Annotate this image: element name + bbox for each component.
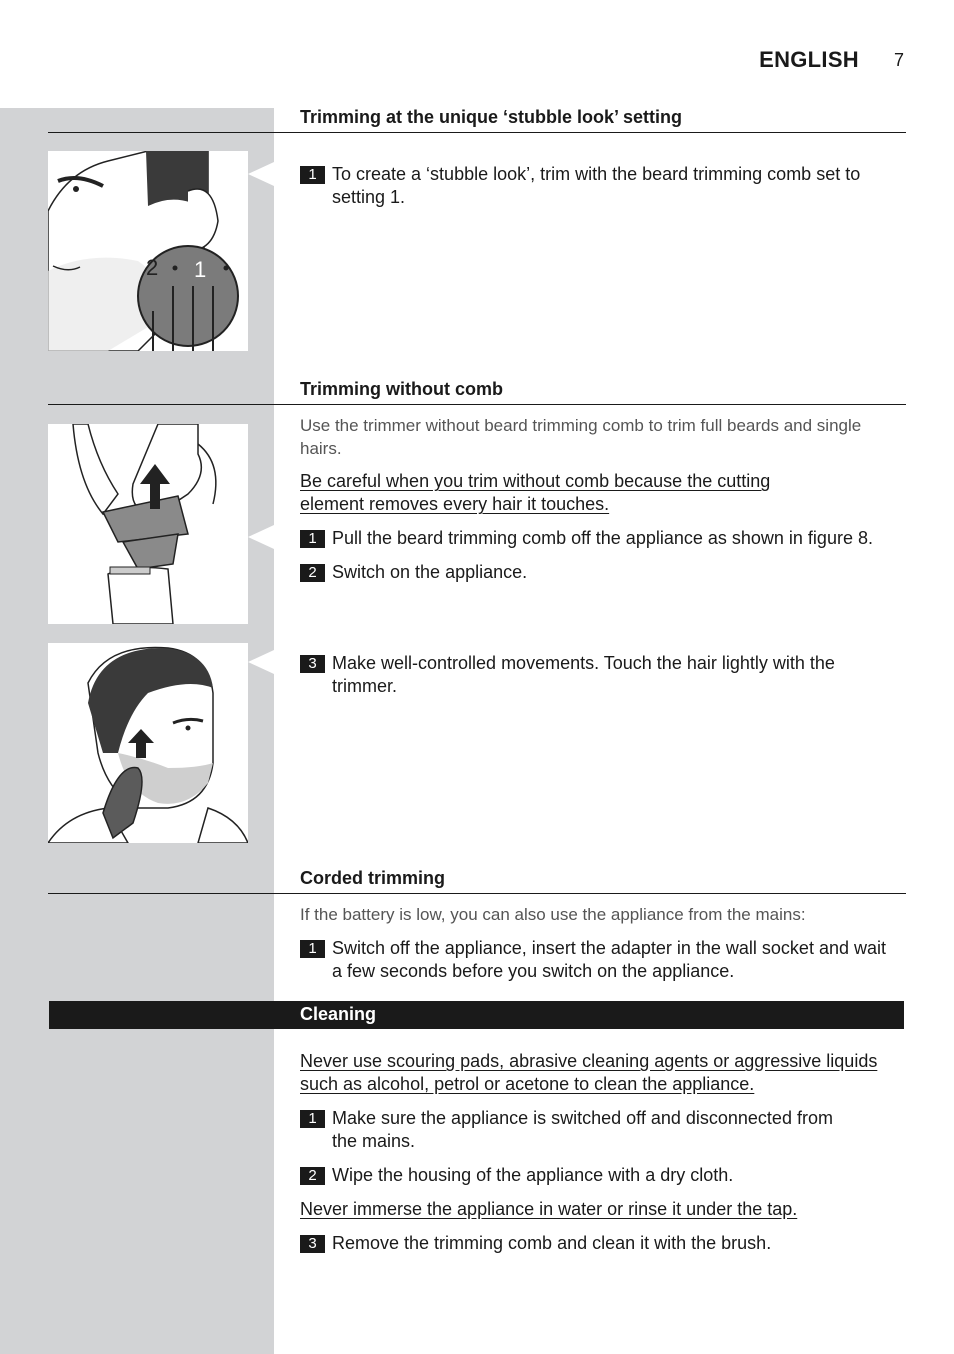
step-cleaning-3 [300, 1232, 900, 1255]
section-rule [48, 132, 906, 133]
warning-cleaning-2: Never immerse the appliance in water or rinse it under the tap. [300, 1199, 798, 1219]
intro-corded: If the battery is low, you can also use the appliance from the mains: [300, 905, 806, 924]
section-rule [48, 893, 906, 894]
step-number-badge: 1 [300, 166, 325, 184]
page-number: 7 [894, 50, 905, 70]
step-number-badge: 1 [300, 530, 325, 548]
step-number-badge: 1 [300, 1110, 325, 1128]
intro-without-comb: Use the trimmer without beard trimming comb to trim full beards and single hairs. [300, 416, 862, 458]
figure-pointer [248, 525, 274, 549]
section-title-without-comb: Trimming without comb [300, 379, 503, 399]
figure-remove-comb [48, 424, 248, 624]
step-text: Wipe the housing of the appliance with a dry cloth. [332, 1165, 734, 1185]
step-text: Pull the beard trimming comb off the appliance as shown in figure 8. [332, 528, 873, 548]
step-number-badge: 2 [300, 1167, 325, 1185]
section-rule [48, 404, 906, 405]
step-without-comb-1 [300, 527, 900, 550]
step-without-comb-2 [300, 561, 900, 584]
step-number-badge: 3 [300, 1235, 325, 1253]
figure-pointer [248, 650, 274, 674]
step-cleaning-1 [300, 1107, 860, 1153]
step-text: Remove the trimming comb and clean it with the brush. [332, 1233, 772, 1253]
step-text: Switch on the appliance. [332, 562, 528, 582]
figure-stubble-setting [48, 151, 248, 351]
step-text: Make well-controlled movements. Touch the hair lightly with the trimmer. [332, 653, 835, 696]
section-title-stubble: Trimming at the unique ‘stubble look’ setting [300, 107, 683, 127]
warning-without-comb: Be careful when you trim without comb because the cutting element removes every hair it touches. [300, 471, 771, 514]
setting-label-2: 2 [146, 255, 159, 280]
section-bar-cleaning [49, 1001, 904, 1029]
setting-label-1: 1 [194, 257, 207, 282]
step-stubble-1 [300, 163, 900, 209]
step-corded-1 [300, 937, 900, 983]
figure-pointer [248, 162, 274, 186]
step-number-badge: 2 [300, 564, 325, 582]
step-text: To create a ‘stubble look’, trim with the beard trimming comb set to setting 1. [332, 164, 861, 207]
step-number-badge: 3 [300, 655, 325, 673]
step-text: Switch off the appliance, insert the adapter in the wall socket and wait a few seconds before you switch on the appliance. [332, 938, 886, 981]
language-header: ENGLISH [759, 47, 859, 72]
section-title-corded: Corded trimming [300, 868, 446, 888]
step-cleaning-2 [300, 1164, 900, 1187]
section-title-cleaning: Cleaning [300, 1004, 377, 1024]
figure-trim-beard [48, 643, 248, 843]
step-without-comb-3 [300, 652, 860, 698]
step-number-badge: 1 [300, 940, 325, 958]
step-text: Make sure the appliance is switched off and disconnected from the mains. [332, 1108, 833, 1151]
warning-cleaning-1: Never use scouring pads, abrasive cleaning agents or aggressive liquids such as alcohol, petrol or acetone to clean the appliance. [300, 1051, 878, 1094]
